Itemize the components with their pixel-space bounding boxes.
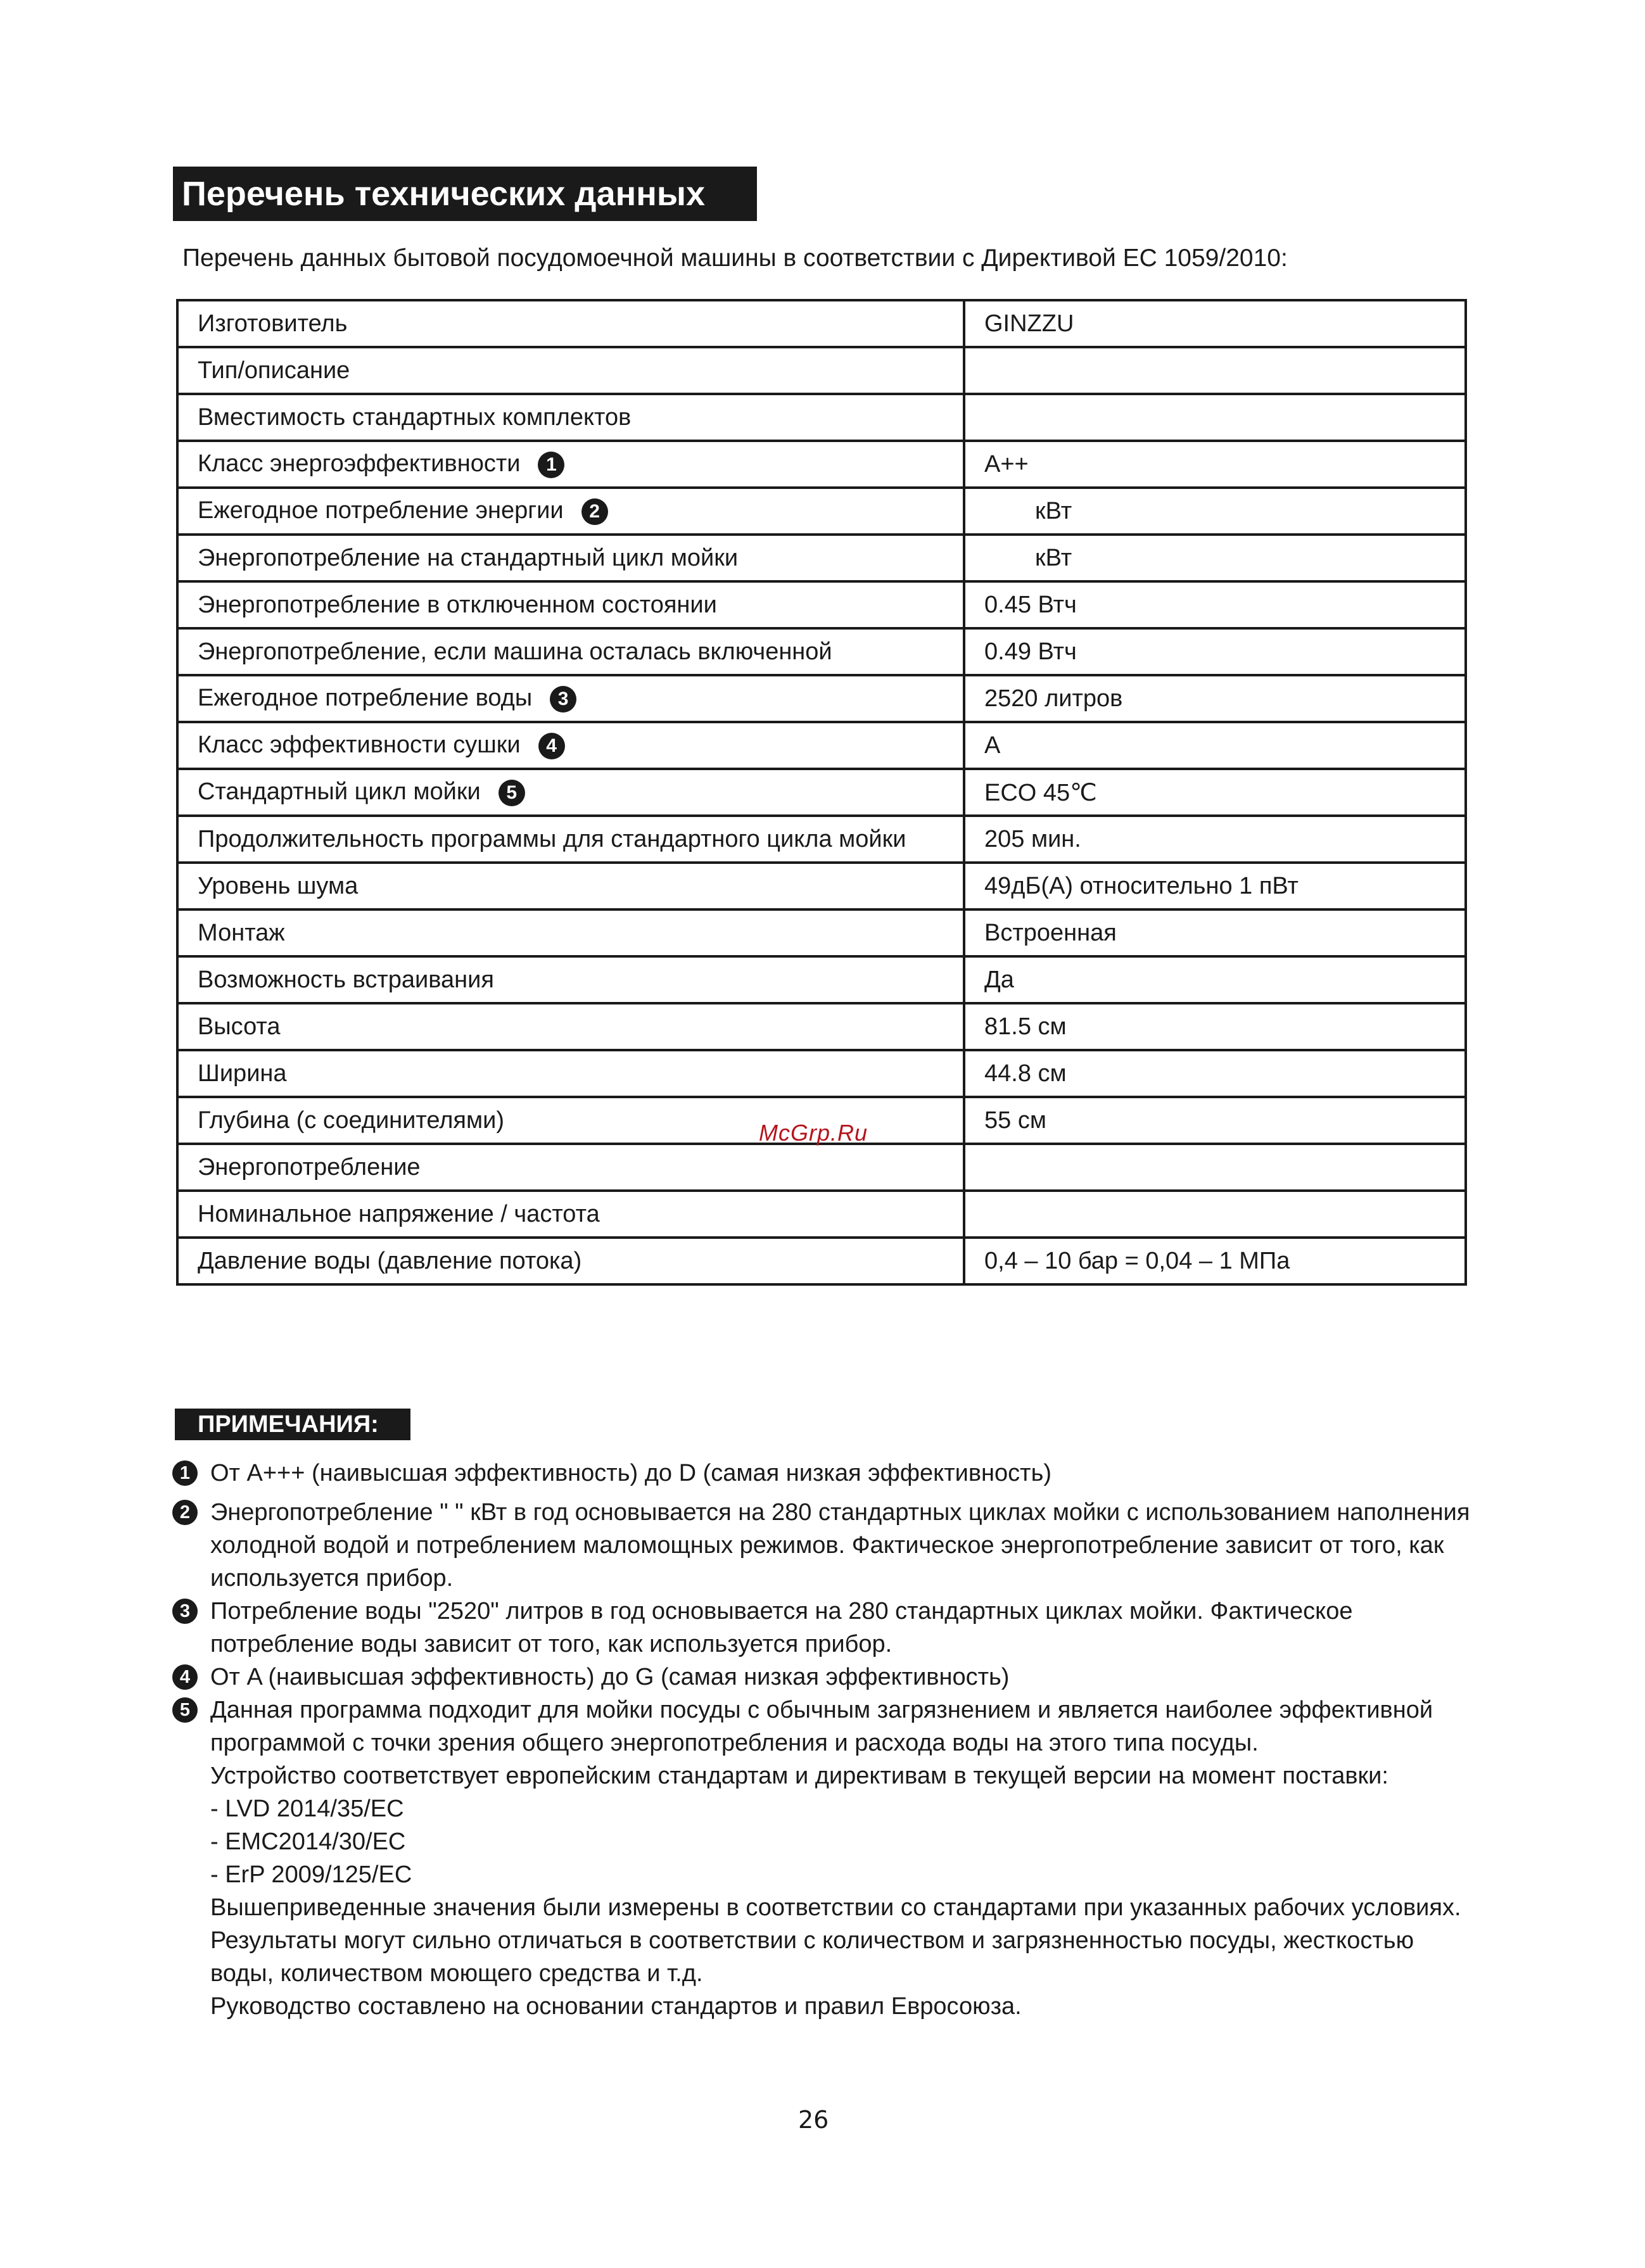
row-label: Ежегодное потребление энергии	[198, 497, 564, 524]
row-value-cell	[964, 1144, 1466, 1191]
table-row	[177, 816, 1466, 863]
row-label: Глубина (с соединителями)	[198, 1106, 504, 1134]
notes-heading: ПРИМЕЧАНИЯ:	[175, 1409, 410, 1440]
row-label-cell	[177, 909, 964, 956]
table-row	[177, 1238, 1466, 1284]
note-item	[172, 1595, 1477, 1661]
row-label-cell	[177, 1050, 964, 1097]
row-value: A	[984, 732, 1001, 759]
row-label-cell	[177, 1144, 964, 1191]
row-label-cell	[177, 394, 964, 441]
row-label: Тип/описание	[198, 357, 350, 384]
row-label-cell	[177, 1238, 964, 1284]
basis-text: Руководство составлено на основании стандартов и правил Евросоюза.	[210, 1993, 1022, 2020]
table-row	[177, 628, 1466, 675]
row-value-cell	[964, 956, 1466, 1003]
row-label: Номинальное напряжение / частота	[198, 1200, 600, 1227]
intro-text: Перечень данных бытовой посудомоечной машины в соответствии с Директивой ЕС 1059/2010:	[182, 244, 1288, 272]
row-value: ECO 45℃	[984, 779, 1097, 806]
table-row	[177, 1050, 1466, 1097]
row-label: Вместимость стандартных комплектов	[198, 403, 632, 431]
note-number-badge: 4	[172, 1664, 198, 1690]
row-label: Высота	[198, 1013, 281, 1040]
row-value-cell	[964, 1097, 1466, 1144]
row-label-cell	[177, 1003, 964, 1050]
row-value-cell	[964, 816, 1466, 863]
row-value-cell	[964, 769, 1466, 816]
row-label: Ежегодное потребление воды	[198, 685, 533, 712]
note-ref-badge: 2	[581, 498, 608, 525]
row-label-cell	[177, 769, 964, 816]
note-ref-badge: 3	[550, 686, 576, 713]
row-value-cell	[964, 675, 1466, 722]
table-row	[177, 863, 1466, 909]
row-label: Энергопотребление	[198, 1153, 421, 1181]
row-value: 0.49 Втч	[984, 638, 1077, 665]
row-label-cell	[177, 535, 964, 581]
row-label: Класс эффективности сушки	[198, 732, 521, 759]
row-label: Ширина	[198, 1060, 287, 1087]
table-row	[177, 347, 1466, 394]
note-text: От A+++ (наивысшая эффективность) до D (самая низкая эффективность)	[210, 1460, 1052, 1486]
row-label: Продолжительность программы для стандартного цикла мойки	[198, 825, 906, 852]
row-label-cell	[177, 863, 964, 909]
compliance-text: Устройство соответствует европейским стандартам и директивам в текущей версии на момент поставки:	[210, 1763, 1388, 1789]
row-value: 81.5 см	[984, 1013, 1067, 1040]
row-value-cell	[964, 581, 1466, 628]
row-value-cell	[964, 1238, 1466, 1284]
table-row	[177, 441, 1466, 488]
row-value-cell	[964, 441, 1466, 488]
row-value: 205 мин.	[984, 825, 1081, 852]
row-value: 49дБ(A) относительно 1 пВт	[984, 872, 1299, 899]
note-ref-badge: 5	[499, 780, 525, 806]
note-text: Энергопотребление " " кВт в год основывается на 280 стандартных циклах мойки с использованием наполнения холодной водой и потреблением маломощных режимов. Фактическое энергопотребление зависит от того, как используется прибор.	[210, 1499, 1470, 1592]
directive-emc: - EMC2014/30/EC	[210, 1828, 406, 1855]
row-value-cell	[964, 909, 1466, 956]
row-value: Да	[984, 966, 1014, 993]
row-value-cell	[964, 1050, 1466, 1097]
measurement-text: Вышеприведенные значения были измерены в соответствии со стандартами при указанных рабочих условиях. Результаты могут сильно отличаться в соответствии с количеством и загрязненностью посуды, жесткостью воды, количеством моющего средства и т.д.	[210, 1894, 1461, 1987]
row-label: Монтаж	[198, 919, 285, 946]
note-number-badge: 5	[172, 1697, 198, 1723]
row-label: Энергопотребление, если машина осталась включенной	[198, 638, 832, 665]
table-row	[177, 675, 1466, 722]
page-title: Перечень технических данных	[173, 167, 757, 221]
note-ref-badge: 1	[538, 452, 564, 478]
row-label: Изготовитель	[198, 310, 348, 337]
table-row	[177, 909, 1466, 956]
page-number: 26	[798, 2106, 829, 2134]
table-row	[177, 581, 1466, 628]
row-label-cell	[177, 675, 964, 722]
row-value-cell	[964, 722, 1466, 769]
row-label: Давление воды (давление потока)	[198, 1247, 582, 1274]
row-value: A++	[984, 450, 1029, 478]
row-value-cell	[964, 300, 1466, 347]
table-row	[177, 535, 1466, 581]
note-text: Потребление воды "2520" литров в год основывается на 280 стандартных циклах мойки. Фактическое потребление воды зависит от того, как используется прибор.	[210, 1598, 1353, 1657]
row-value-cell	[964, 1191, 1466, 1238]
row-label: Энергопотребление в отключенном состоянии	[198, 591, 717, 618]
directive-erp: - ErP 2009/125/EC	[210, 1861, 412, 1888]
directive-lvd: - LVD 2014/35/EC	[210, 1796, 404, 1822]
row-value: 0,4 – 10 бар = 0,04 – 1 МПа	[984, 1247, 1290, 1274]
note-number-badge: 1	[172, 1460, 198, 1486]
watermark: McGrp.Ru	[759, 1120, 868, 1146]
table-row	[177, 300, 1466, 347]
row-label-cell	[177, 441, 964, 488]
row-value: Встроенная	[984, 919, 1117, 946]
row-value-cell	[964, 488, 1466, 535]
table-row	[177, 956, 1466, 1003]
table-row	[177, 488, 1466, 535]
row-value: кВт	[1035, 497, 1072, 524]
table-row	[177, 1144, 1466, 1191]
row-label-cell	[177, 300, 964, 347]
row-value-cell	[964, 628, 1466, 675]
note-ref-badge: 4	[538, 733, 565, 759]
row-value-cell	[964, 394, 1466, 441]
note-text: Данная программа подходит для мойки посуды с обычным загрязнением и является наиболее эффективной программой с точки зрения общего энергопотребления и расхода воды на этого типа посуды.	[210, 1697, 1433, 1756]
row-label-cell	[177, 722, 964, 769]
table-row	[177, 769, 1466, 816]
row-label-cell	[177, 1191, 964, 1238]
row-value-cell	[964, 347, 1466, 394]
row-value: 2520 литров	[984, 685, 1123, 712]
row-value: GINZZU	[984, 310, 1074, 337]
row-label-cell	[177, 628, 964, 675]
row-label: Возможность встраивания	[198, 966, 494, 993]
note-number-badge: 3	[172, 1599, 198, 1624]
row-value-cell	[964, 863, 1466, 909]
row-label-cell	[177, 956, 964, 1003]
row-value: 55 см	[984, 1106, 1046, 1134]
row-value: кВт	[1035, 544, 1072, 571]
row-label-cell	[177, 581, 964, 628]
notes-section	[172, 1457, 1477, 2023]
row-value-cell	[964, 1003, 1466, 1050]
row-label: Стандартный цикл мойки	[198, 778, 481, 806]
note-item	[172, 1457, 1477, 1490]
table-row	[177, 394, 1466, 441]
row-label-cell	[177, 816, 964, 863]
note-text: От A (наивысшая эффективность) до G (самая низкая эффективность)	[210, 1664, 1010, 1690]
table-row	[177, 722, 1466, 769]
row-value-cell	[964, 535, 1466, 581]
table-row	[177, 1191, 1466, 1238]
note-item	[172, 1496, 1477, 1595]
note-number-badge: 2	[172, 1500, 198, 1525]
row-value: 44.8 см	[984, 1060, 1067, 1087]
row-label: Уровень шума	[198, 872, 359, 899]
row-label-cell	[177, 488, 964, 535]
row-value: 0.45 Втч	[984, 591, 1077, 618]
row-label: Энергопотребление на стандартный цикл мойки	[198, 544, 739, 571]
note-item	[172, 1694, 1477, 1759]
row-label: Класс энергоэффективности	[198, 450, 521, 478]
table-row	[177, 1003, 1466, 1050]
row-label-cell	[177, 347, 964, 394]
note-item	[172, 1661, 1477, 1694]
